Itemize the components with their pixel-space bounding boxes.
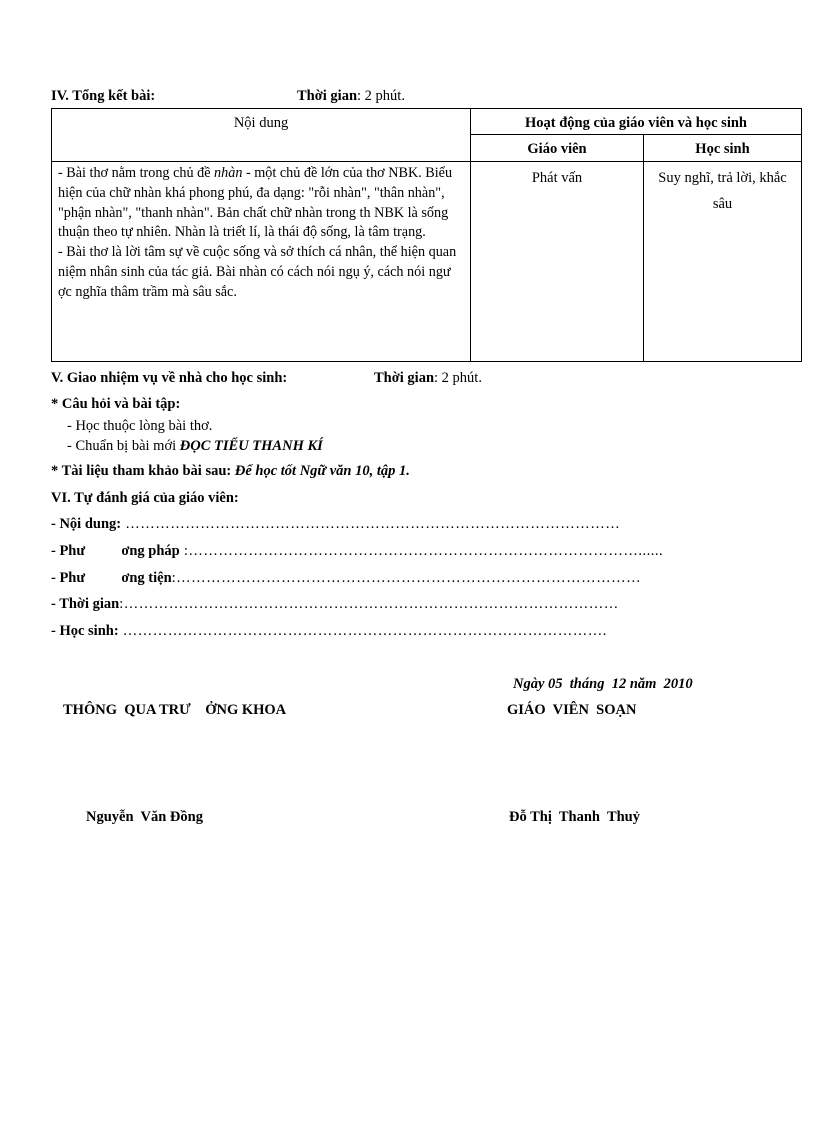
homework-item-2: - Chuẩn bị bài mới ĐỌC TIỂU THANH KÍ (67, 438, 323, 454)
evaluation-row-time: - Thời gian:……………………………………………………………………………………… (51, 596, 619, 612)
header-student: Học sinh (644, 135, 802, 162)
student-activity-cell: Suy nghĩ, trả lời, khắc sâu (644, 162, 802, 362)
teacher-title: GIÁO VIÊN SOẠN (507, 702, 637, 718)
summary-table (51, 108, 802, 362)
approval-title: THÔNG QUA TRƯ ỞNG KHOA (63, 702, 287, 718)
section-iv-time (297, 88, 405, 105)
time-value: : 2 phút. (434, 370, 482, 386)
approver-name: Nguyễn Văn Đồng (86, 809, 203, 825)
section-iv-heading: IV. Tổng kết bài: (51, 88, 156, 104)
section-vi-heading: VI. Tự đánh giá của giáo viên: (51, 490, 239, 506)
reference-line: * Tài liệu tham khảo bài sau: Để học tốt Ngữ văn 10, tập 1. (51, 463, 410, 479)
teacher-activity-cell: Phát vấn (471, 162, 644, 362)
section-v-time (374, 370, 482, 387)
header-activity: Hoạt động của giáo viên và học sinh (471, 109, 802, 135)
evaluation-row-method: - Phư ơng pháp :………………………………………………………………………………...... (51, 543, 664, 559)
time-label: Thời gian (297, 88, 358, 104)
teacher-name: Đỗ Thị Thanh Thuỷ (509, 809, 640, 825)
content-paragraph-1: - Bài thơ nằm trong chủ đề nhàn - một chủ đề lớn của thơ NBK. Biểu hiện của chữ nhàn khá phong phú, đa dạng: "rỗi nhàn", "thân nhàn", "phận nhàn", "thanh nhàn". Bản chất chữ nhàn trong th NBK là sống thuận theo tự nhiên. Nhàn là triết lí, là thái độ sống, là tâm trạng. (58, 165, 453, 241)
time-label: Thời gian (374, 370, 435, 386)
content-paragraph-2: - Bài thơ là lời tâm sự về cuộc sống và sở thích cá nhân, thể hiện quan niệm nhân sinh của tác giả. Bài nhàn có cách nói ngụ ý, cách nói ngư ợc nghĩa thâm trầm mà sâu sắc. (58, 244, 457, 300)
evaluation-row-students: - Học sinh: ……………………………………………………………………………………. (51, 623, 607, 639)
time-value: : 2 phút. (357, 88, 405, 104)
content-cell (52, 162, 471, 362)
evaluation-row-means: - Phư ơng tiện:………………………………………………………………………………… (51, 570, 642, 586)
evaluation-row-content: - Nội dung: ……………………………………………………………………………………… (51, 516, 621, 532)
new-lesson-title: ĐỌC TIỂU THANH KÍ (179, 438, 323, 454)
header-content: Nội dung (52, 109, 471, 162)
reference-book: Để học tốt Ngữ văn 10, tập 1. (234, 463, 410, 479)
homework-item-1: - Học thuộc lòng bài thơ. (67, 418, 213, 434)
signature-date: Ngày 05 tháng 12 năm 2010 (513, 676, 693, 692)
header-teacher: Giáo viên (471, 135, 644, 162)
questions-heading: * Câu hỏi và bài tập: (51, 396, 181, 412)
section-v-heading: V. Giao nhiệm vụ về nhà cho học sinh: (51, 370, 288, 386)
